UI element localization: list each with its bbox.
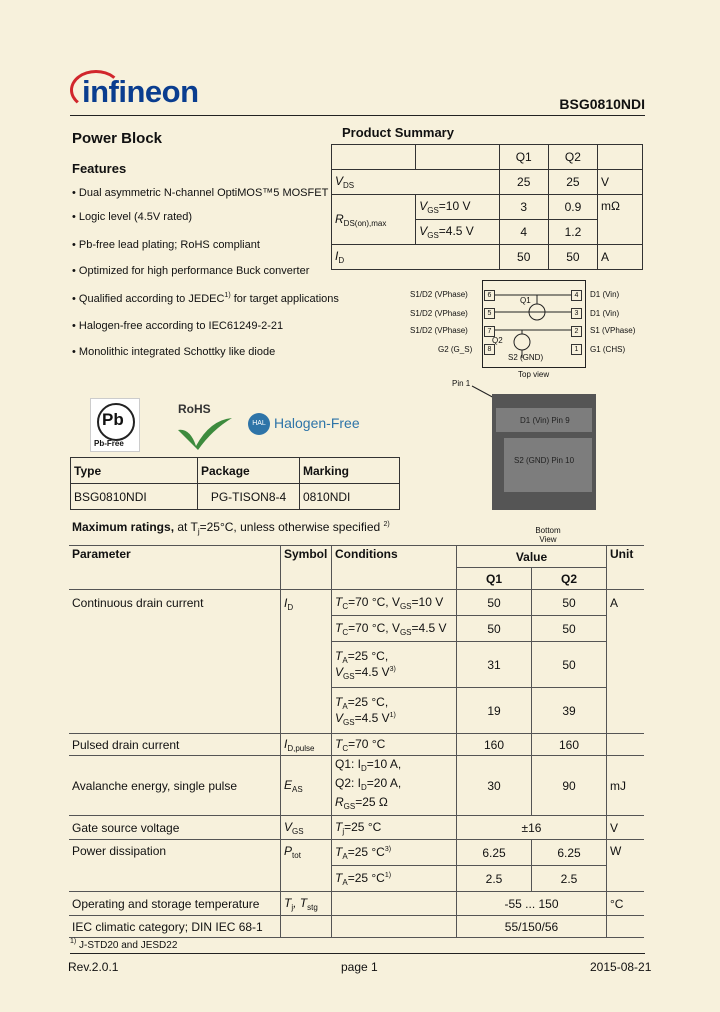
pin-label: S1/D2 (VPhase) [410,309,468,318]
pb-free-text: Pb-Free [94,439,124,448]
revision: Rev.2.0.1 [68,960,119,974]
vds-symbol: $V_{DS}$ [332,170,500,195]
top-view-label: Top view [518,370,550,379]
feature-text: • Qualified according to JEDEC [72,293,225,305]
vds-unit: V [598,170,643,195]
footer-rule [70,953,645,954]
unit-a: A [607,590,645,734]
pad-d1-label: D1 (Vin) Pin 9 [520,416,570,425]
value-q1: 50 [457,616,532,642]
value-q2: 39 [532,688,607,734]
cond-avalanche: Q1: $I_D=10$ A, Q2: $I_D=20$ A, $R_{GS}=25$ Ω [332,756,457,816]
cond-tj25: $T_j=25$ °C [332,816,457,840]
cond-ta25-note1: $T_A=25$ °C, $V_{GS}=4.5$ $V^{1)}$ [332,688,457,734]
pin-label: G1 (CHS) [590,345,626,354]
param-avalanche-energy: Avalanche energy, single pulse [69,756,281,816]
param-iec-climatic: IEC climatic category; DIN IEC 68-1 [69,916,281,938]
rds-unit: mΩ [598,195,643,245]
pb-text: Pb [102,410,124,429]
type-value: BSG0810NDI [71,484,198,510]
max-ratings-heading: Maximum ratings, at $T_j=25^\circ C$, unless otherwise specified $^{2)}$ [72,520,390,536]
package-bottom-view [492,394,596,510]
cond-tc70-vgs10: $T_C=70$ °C, $V_{GS}=10$ V [332,590,457,616]
pin-label: S1/D2 (VPhase) [410,290,468,299]
value-q2: 160 [532,734,607,756]
value-q2: 50 [532,590,607,616]
symbol-id: $I_D$ [281,590,332,734]
rohs-check-icon [176,416,234,450]
rds-symbol: $R_{DS(on),max}$ [332,195,416,245]
feature-item [72,292,339,305]
pin-number: 8 [484,344,495,355]
hal-circle: HAL [248,413,270,435]
pb-free-logo [90,398,140,452]
feature-item: • Pb-free lead plating; RoHS compliant [72,239,260,251]
pin-number: 4 [571,290,582,301]
footnote: $^{1)}$ J-STD20 and JESD22 [70,938,178,951]
cond-ta25-note3: $T_A=25$ °C, $V_{GS}=4.5$ $V^{3)}$ [332,642,457,688]
cond-ta25-note1: $T_A=25$ $^\circ C^{1)}$ [332,866,457,892]
pin-label: S1 (VPhase) [590,326,636,335]
symbol-tj-tstg: $T_j$, $T_{stg}$ [281,892,332,916]
revision-date: 2015-08-21 [590,960,652,974]
id-symbol: $I_D$ [332,245,500,270]
id-unit: A [598,245,643,270]
features-heading: Features [72,161,127,176]
value-q1: 50 [457,590,532,616]
conditions-header: Conditions [332,546,457,590]
col-q2: Q2 [548,145,597,170]
pin-label: S1/D2 (VPhase) [410,326,468,335]
value-both: ±16 [457,816,607,840]
feature-item: • Optimized for high performance Buck converter [72,265,310,277]
value-header: Value [457,546,607,568]
feature-item: • Logic level (4.5V rated) [72,211,193,223]
value-q2: 90 [532,756,607,816]
symbol-eas: $E_{AS}$ [281,756,332,816]
package-value: PG-TISON8-4 [198,484,300,510]
rds-q1-10v: 3 [499,195,548,220]
rds-q1-4v5: 4 [499,220,548,245]
rohs-text: RoHS [178,402,211,416]
empty-cell [332,145,416,170]
unit-w: W [607,840,645,892]
unit-header: Unit [607,546,645,590]
value-q2: 6.25 [532,840,607,866]
pinout-diagram [400,280,640,370]
cond-ta25-note3: $T_A=25$ $^\circ C^{3)}$ [332,840,457,866]
id-q1: 50 [499,245,548,270]
pin1-label: Pin 1 [452,379,471,388]
q2-label: Q2 [492,336,503,345]
id-q2: 50 [548,245,597,270]
halogen-free-text: Halogen-Free [274,415,360,431]
footnote-ref: 1) [224,292,231,299]
halogen-free-logo [248,413,368,439]
value-q2: 50 [532,642,607,688]
param-gate-source-voltage: Gate source voltage [69,816,281,840]
pin-label: D1 (Vin) [590,290,620,299]
q1-label: Q1 [520,296,531,305]
vds-q2: 25 [548,170,597,195]
value-q1: 160 [457,734,532,756]
value-q1: 6.25 [457,840,532,866]
part-number-header: BSG0810NDI [559,96,645,112]
page-number: page 1 [341,960,378,974]
s2-label: S2 (GND) [508,353,544,362]
symbol-header: Symbol [281,546,332,590]
pin-number: 5 [484,308,495,319]
unit-empty [607,734,645,756]
param-continuous-drain-current: Continuous drain current [69,590,281,734]
infineon-logo: infineon [82,74,199,109]
pin-number: 6 [484,290,495,301]
pin-number: 3 [571,308,582,319]
symbol-vgs: $V_{GS}$ [281,816,332,840]
cond-empty [332,892,457,916]
unit-mj: mJ [607,756,645,816]
value-q2: 2.5 [532,866,607,892]
param-header: Parameter [69,546,281,590]
feature-text: for target applications [230,293,339,305]
cond-tc70: $T_C=70$ °C [332,734,457,756]
value-q1: 30 [457,756,532,816]
value-q2: 50 [532,616,607,642]
feature-item: • Halogen-free according to IEC61249-2-21 [72,320,284,332]
pin-number: 1 [571,344,582,355]
value-both: 55/150/56 [457,916,607,938]
rds-q2-4v5: 1.2 [548,220,597,245]
product-summary-table [331,144,643,270]
pin-number: 2 [571,326,582,337]
cond-empty [332,916,457,938]
vds-q1: 25 [499,170,548,195]
param-pulsed-drain-current: Pulsed drain current [69,734,281,756]
package-header: Package [198,458,300,484]
type-header: Type [71,458,198,484]
marking-value: 0810NDI [300,484,400,510]
symbol-empty [281,916,332,938]
value-q1: 31 [457,642,532,688]
q1-header: Q1 [457,568,532,590]
symbol-id-pulse: $I_{D,pulse}$ [281,734,332,756]
unit-degc: °C [607,892,645,916]
symbol-ptot: $P_{tot}$ [281,840,332,892]
rds-q2-10v: 0.9 [548,195,597,220]
header-rule [70,115,645,116]
pin-label: D1 (Vin) [590,309,620,318]
pad-s2 [504,438,592,492]
pin-label: G2 (G_S) [438,345,473,354]
type-package-table [70,457,400,510]
value-q1: 19 [457,688,532,734]
bottom-view-label: Bottom View [535,526,561,544]
feature-item: • Monolithic integrated Schottky like diode [72,346,276,358]
empty-cell [416,145,499,170]
rds-cond-4v5: $V_{GS}=4.5$ V [416,220,499,245]
product-summary-heading: Product Summary [342,125,454,140]
rds-cond-10v: $V_{GS}=10$ V [416,195,499,220]
feature-item: • Dual asymmetric N-channel OptiMOS™5 MOSFET [72,187,329,199]
unit-empty [607,916,645,938]
max-ratings-table [69,545,644,938]
pin-number: 7 [484,326,495,337]
page-title: Power Block [72,130,163,147]
marking-header: Marking [300,458,400,484]
cond-tc70-vgs4v5: $T_C=70$ °C, $V_{GS}=4.5$ V [332,616,457,642]
q2-header: Q2 [532,568,607,590]
rohs-logo [176,402,236,450]
value-both: -55 ... 150 [457,892,607,916]
param-power-dissipation: Power dissipation [69,840,281,892]
pad-s2-label: S2 (GND) Pin 10 [514,456,575,465]
empty-cell [598,145,643,170]
unit-v: V [607,816,645,840]
col-q1: Q1 [499,145,548,170]
value-q1: 2.5 [457,866,532,892]
param-operating-temperature: Operating and storage temperature [69,892,281,916]
